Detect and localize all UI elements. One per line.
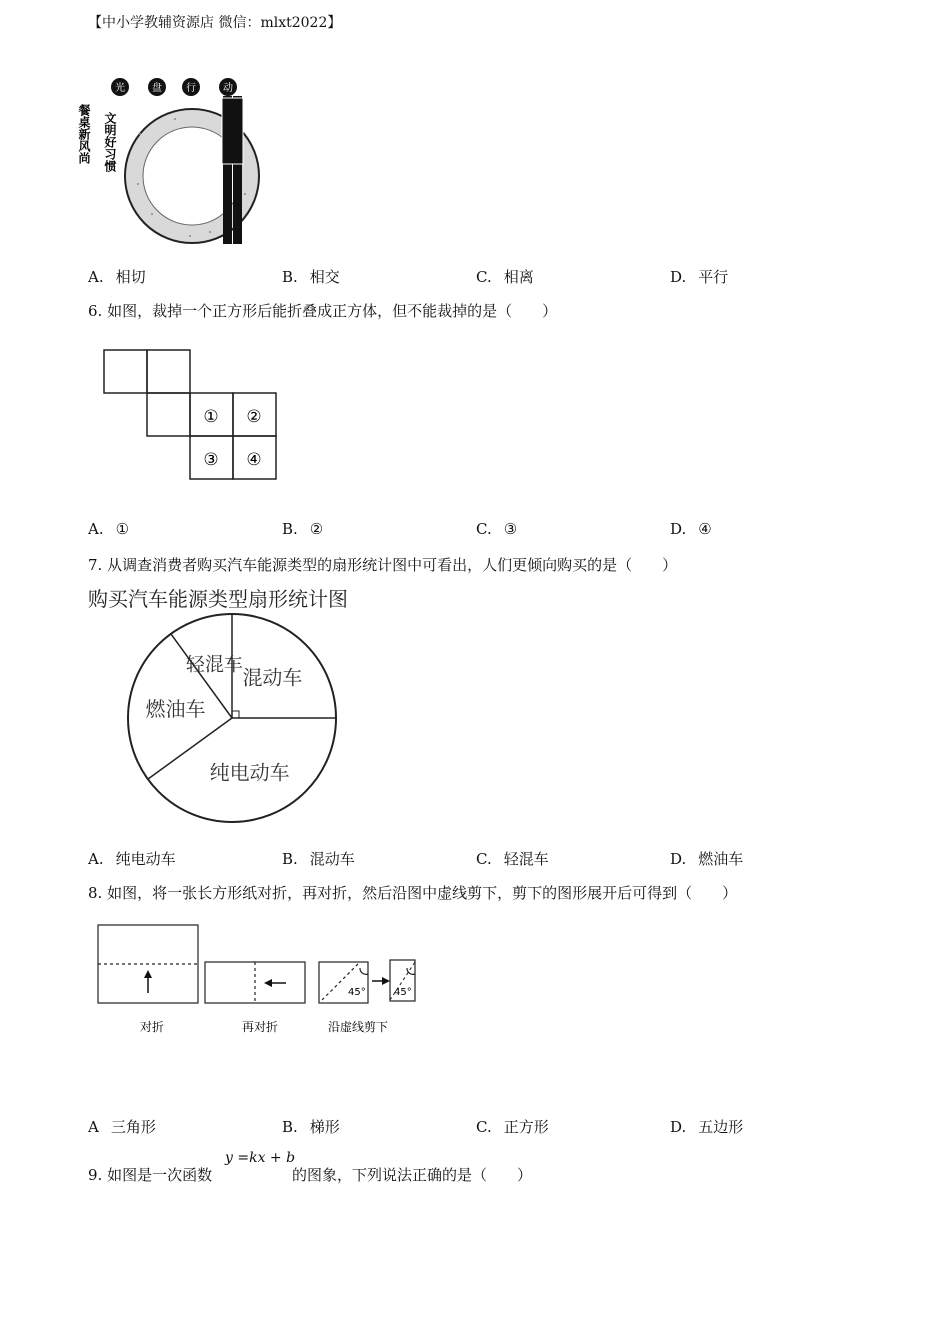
q5-option-a[interactable]: A. 相切 bbox=[88, 268, 146, 286]
caption-fold-again: 再对折 bbox=[241, 1020, 279, 1034]
q6-cube-net bbox=[100, 346, 282, 482]
q8-option-b[interactable]: B. 梯形 bbox=[282, 1118, 340, 1136]
q7-option-a[interactable]: A. 纯电动车 bbox=[88, 850, 176, 868]
pie-label-2: 燃油车 bbox=[145, 697, 206, 722]
q5-option-c[interactable]: C. 相离 bbox=[476, 268, 534, 286]
chart-title: 购买汽车能源类型扇形统计图 bbox=[88, 587, 348, 611]
cell-1: ① bbox=[203, 407, 219, 427]
angle-label-1: 45° bbox=[348, 987, 366, 998]
q8-option-d[interactable]: D. 五边形 bbox=[670, 1118, 744, 1136]
caption-cut: 沿虚线剪下 bbox=[327, 1020, 389, 1034]
q6-option-a[interactable]: A. ① bbox=[88, 520, 130, 538]
ball-char-3: 动 bbox=[223, 83, 233, 94]
cell-3: ③ bbox=[203, 450, 219, 470]
q6-option-b[interactable]: B. ② bbox=[282, 520, 324, 538]
slogan-left: 餐桌新风尚 bbox=[77, 104, 91, 164]
q7-option-c[interactable]: C. 轻混车 bbox=[476, 850, 549, 868]
q6-option-c[interactable]: C. ③ bbox=[476, 520, 518, 538]
q5-option-b[interactable]: B. 相交 bbox=[282, 268, 340, 286]
q6-stem: 6. 如图，裁掉一个正方形后能折叠成正方体，但不能裁掉的是（ ） bbox=[88, 302, 558, 320]
pie-label-3: 轻混车 bbox=[185, 653, 243, 676]
q9-stem-prefix: 9. 如图是一次函数 bbox=[88, 1166, 213, 1184]
slogan-mid: 文明好习惯 bbox=[103, 112, 117, 172]
q8-stem: 8. 如图，将一张长方形纸对折，再对折，然后沿图中虚线剪下，剪下的图形展开后可得到（ ） bbox=[88, 884, 738, 902]
q5-option-d[interactable]: D. 平行 bbox=[670, 268, 729, 286]
q7-option-d[interactable]: D. 燃油车 bbox=[670, 850, 744, 868]
q8-option-a[interactable]: A 三角形 bbox=[88, 1118, 156, 1136]
caption-fold: 对折 bbox=[139, 1020, 165, 1034]
pie-group bbox=[128, 614, 336, 822]
ball-char-2: 行 bbox=[186, 83, 196, 94]
page-header: 【中小学教辅资源店 微信：mlxt2022】 bbox=[88, 15, 342, 31]
cell-4: ④ bbox=[246, 450, 262, 470]
q7-option-b[interactable]: B. 混动车 bbox=[282, 850, 355, 868]
pie-label-1: 纯电动车 bbox=[209, 760, 290, 785]
cell-2: ② bbox=[246, 407, 262, 427]
q9-formula: y =kx + b bbox=[225, 1150, 296, 1166]
q7-pie-chart bbox=[84, 584, 384, 829]
angle-label-2: 45° bbox=[394, 987, 412, 998]
q9-stem-suffix: 的图象，下列说法正确的是（ ） bbox=[292, 1166, 533, 1184]
pie-label-0: 混动车 bbox=[242, 665, 303, 690]
q8-fold-figure bbox=[90, 918, 430, 1040]
ball-row bbox=[111, 78, 237, 96]
q6-option-d[interactable]: D. ④ bbox=[670, 520, 712, 538]
ball-char-1: 盘 bbox=[152, 83, 162, 94]
ball-char-0: 光 bbox=[115, 83, 125, 94]
q7-stem: 7. 从调查消费者购买汽车能源类型的扇形统计图中可看出，人们更倾向购买的是（ ） bbox=[88, 556, 678, 574]
q8-option-c[interactable]: C. 正方形 bbox=[476, 1118, 549, 1136]
q5-figure bbox=[77, 74, 280, 254]
